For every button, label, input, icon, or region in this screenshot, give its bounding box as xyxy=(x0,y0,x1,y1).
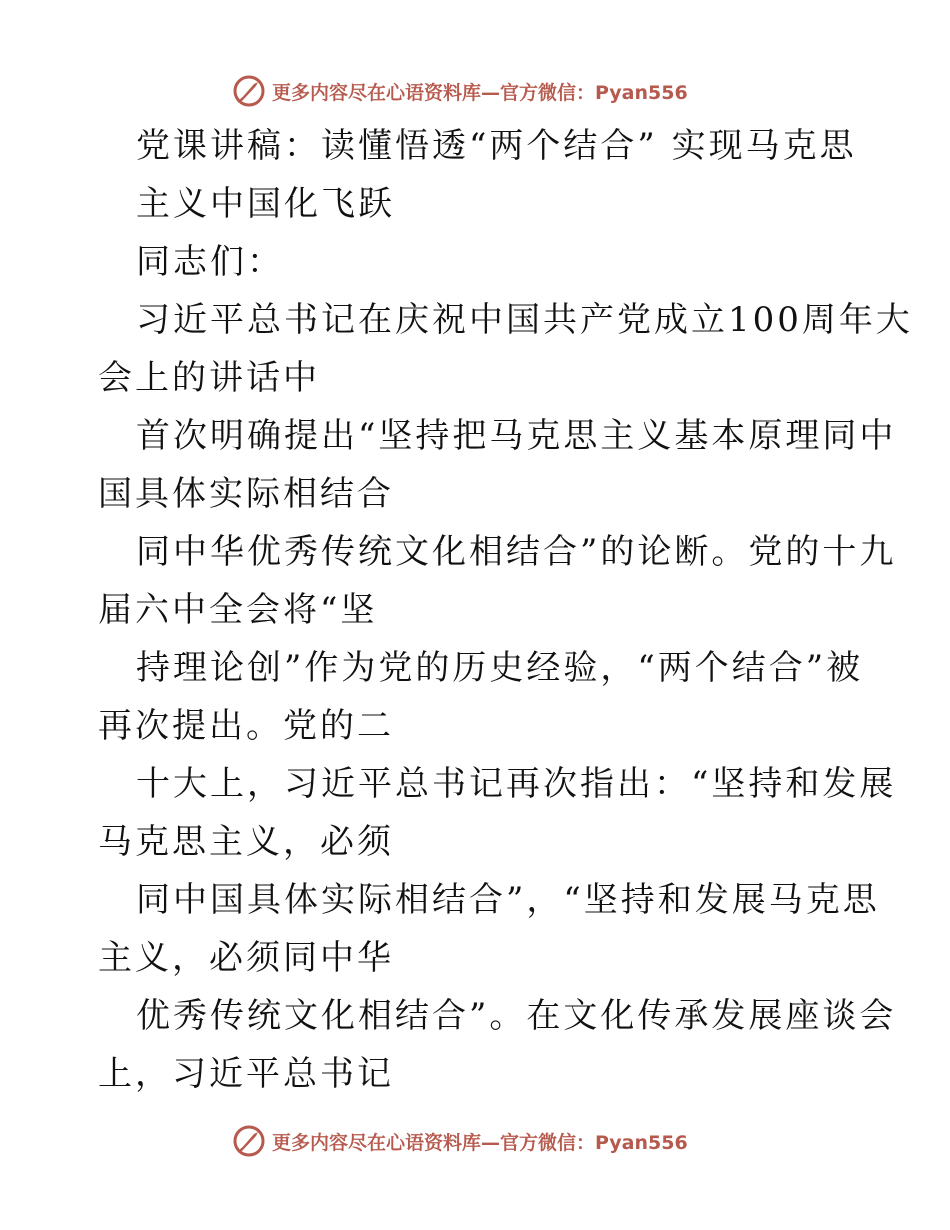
watermark-text: 更多内容尽在心语资料库—官方微信：Pyan556 xyxy=(272,81,688,104)
paragraph-line: 届六中全会将“坚 xyxy=(98,590,378,630)
paragraph-line: 优秀传统文化相结合”。在文化传承发展座谈会 xyxy=(136,996,897,1036)
paragraph-line: 国具体实际相结合 xyxy=(98,474,394,514)
paragraph-line: 马克思主义，必须 xyxy=(98,822,394,862)
quill-pen-logo-icon xyxy=(232,1124,266,1158)
paragraph-line: 首次明确提出“坚持把马克思主义基本原理同中 xyxy=(136,416,897,456)
paragraph-line: 持理论创”作为党的历史经验，“两个结合”被 xyxy=(136,648,864,688)
salutation: 同志们： xyxy=(136,242,284,282)
document-title-line-1: 党课讲稿：读懂悟透“两个结合” 实现马克思 xyxy=(136,126,857,166)
watermark-footer xyxy=(232,1124,688,1158)
paragraph-line: 习近平总书记在庆祝中国共产党成立100周年大 xyxy=(136,300,913,340)
paragraph-line: 上，习近平总书记 xyxy=(98,1054,394,1094)
quill-pen-logo-icon xyxy=(232,74,266,108)
watermark-header xyxy=(232,74,688,108)
paragraph-line: 同中国具体实际相结合”，“坚持和发展马克思 xyxy=(136,880,880,920)
paragraph-line: 十大上，习近平总书记再次指出：“坚持和发展 xyxy=(136,764,897,804)
watermark-text: 更多内容尽在心语资料库—官方微信：Pyan556 xyxy=(272,1131,688,1154)
paragraph-line: 主义，必须同中华 xyxy=(98,938,394,978)
paragraph-line: 同中华优秀传统文化相结合”的论断。党的十九 xyxy=(136,532,897,572)
paragraph-line: 会上的讲话中 xyxy=(98,358,320,398)
document-title-line-2: 主义中国化飞跃 xyxy=(136,184,395,224)
paragraph-line: 再次提出。党的二 xyxy=(98,706,394,746)
